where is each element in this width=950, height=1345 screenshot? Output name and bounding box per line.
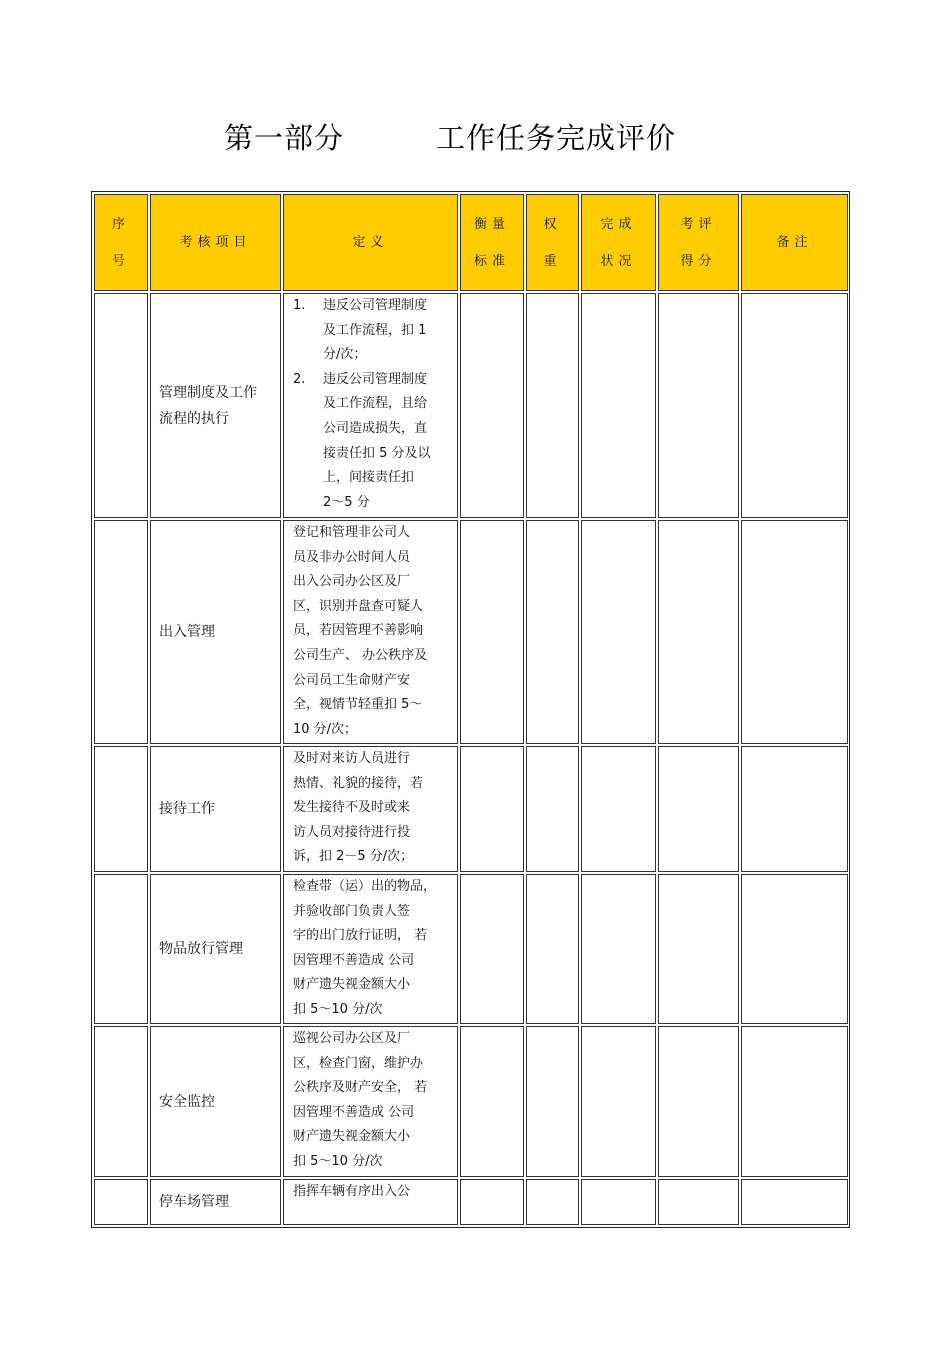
header-status bbox=[581, 194, 656, 291]
header-measure-line1: 衡量 bbox=[473, 216, 510, 232]
definition-line: 指挥车辆有序出入公 bbox=[293, 1184, 411, 1199]
row4-definition bbox=[283, 874, 458, 1024]
definition-line: 因管理不善造成 公司 bbox=[293, 952, 415, 968]
row5-definition bbox=[283, 1026, 458, 1177]
definition-line: 区，识别并盘查可疑人 bbox=[293, 598, 424, 614]
row1-seq bbox=[94, 293, 148, 518]
row1-item bbox=[150, 293, 281, 518]
definition-line: 财产遗失视金额大小 bbox=[293, 977, 411, 993]
definition-line: 及时对来访人员进行 bbox=[293, 751, 411, 766]
row6-seq bbox=[94, 1179, 148, 1225]
row3-score bbox=[658, 746, 739, 872]
header-status-line1: 完成 bbox=[600, 216, 637, 232]
row3-definition bbox=[283, 746, 458, 872]
row4-seq bbox=[94, 874, 148, 1024]
definition-line: 2～5 分 bbox=[323, 494, 370, 510]
row4-status bbox=[581, 874, 656, 1024]
title-name: 工作任务完成评价 bbox=[436, 121, 677, 155]
row5-score bbox=[658, 1026, 739, 1177]
title-part: 第一部分 bbox=[223, 121, 344, 155]
row3-seq bbox=[94, 746, 148, 872]
definition-list-item bbox=[293, 368, 448, 516]
row3-remark bbox=[741, 746, 848, 872]
row5-seq bbox=[94, 1026, 148, 1177]
page-title bbox=[0, 116, 900, 157]
row2-status bbox=[581, 520, 656, 744]
row1-weight bbox=[526, 293, 579, 518]
row1-status bbox=[581, 293, 656, 518]
row1-score bbox=[658, 293, 739, 518]
definition-line: 因管理不善造成 公司 bbox=[293, 1104, 415, 1120]
header-score bbox=[658, 194, 739, 291]
row2-remark bbox=[741, 520, 848, 744]
header-weight bbox=[526, 194, 579, 291]
definition-line: 全，视情节轻重扣 5～ bbox=[293, 697, 423, 713]
row6-definition bbox=[283, 1179, 458, 1225]
row3-weight bbox=[526, 746, 579, 872]
row5-item: 安全监控 bbox=[150, 1026, 281, 1177]
definition-line: 检查带（运）出的物品， bbox=[293, 879, 437, 894]
row5-remark bbox=[741, 1026, 848, 1177]
definition-line: 公司造成损失，直 bbox=[323, 420, 428, 436]
definition-line: 发生接待不及时或来 bbox=[293, 800, 411, 816]
definition-line: 诉，扣 2－5 分/次； bbox=[293, 849, 414, 865]
definition-line: 公秩序及财产安全， 若 bbox=[293, 1080, 428, 1096]
row2-score bbox=[658, 520, 739, 744]
definition-line: 员，若因管理不善影响 bbox=[293, 623, 424, 639]
row4-item: 物品放行管理 bbox=[150, 874, 281, 1024]
row4-weight bbox=[526, 874, 579, 1024]
header-seq-line1: 序 bbox=[111, 216, 130, 232]
list-number: 2. bbox=[293, 371, 306, 387]
list-number: 1. bbox=[293, 298, 306, 313]
header-measure bbox=[460, 194, 524, 291]
definition-line: 热情、礼貌的接待，若 bbox=[293, 775, 424, 791]
row6-measure bbox=[460, 1179, 524, 1225]
row6-status bbox=[581, 1179, 656, 1225]
definition-line: 员及非办公时间人员 bbox=[293, 549, 411, 565]
row4-score bbox=[658, 874, 739, 1024]
row2-measure bbox=[460, 520, 524, 744]
row1-measure bbox=[460, 293, 524, 518]
definition-line: 区，检查门窗，维护办 bbox=[293, 1055, 424, 1071]
definition-list-item bbox=[293, 294, 448, 368]
definition-line: 10 分/次； bbox=[293, 721, 358, 737]
row2-weight bbox=[526, 520, 579, 744]
row2-seq bbox=[94, 520, 148, 744]
row5-measure bbox=[460, 1026, 524, 1177]
definition-line: 字的出门放行证明， 若 bbox=[293, 928, 428, 944]
definition-line: 登记和管理非公司人 bbox=[293, 525, 411, 540]
definition-line: 访人员对接待进行投 bbox=[293, 824, 411, 840]
definition-line: 上，间接责任扣 bbox=[323, 470, 415, 486]
header-definition: 定义 bbox=[283, 194, 458, 291]
row1-item-line2: 流程的执行 bbox=[159, 410, 229, 427]
header-status-line2: 状况 bbox=[600, 253, 637, 269]
definition-line: 及工作流程，扣 1 bbox=[323, 322, 427, 338]
definition-line: 分/次； bbox=[323, 347, 367, 363]
header-item: 考核项目 bbox=[150, 194, 281, 291]
row5-weight bbox=[526, 1026, 579, 1177]
definition-line: 并验收部门负责人签 bbox=[293, 903, 411, 919]
header-seq bbox=[94, 194, 148, 291]
header-weight-line1: 权 bbox=[543, 216, 562, 232]
definition-line: 违反公司管理制度 bbox=[323, 298, 428, 313]
header-measure-line2: 标准 bbox=[473, 253, 510, 269]
row6-item: 停车场管理 bbox=[150, 1179, 281, 1225]
header-score-line1: 考评 bbox=[680, 216, 717, 232]
row4-measure bbox=[460, 874, 524, 1024]
header-weight-line2: 重 bbox=[543, 253, 562, 269]
definition-line: 公司员工生命财产安 bbox=[293, 672, 411, 688]
definition-line: 公司生产、 办公秩序及 bbox=[293, 647, 428, 663]
row2-item: 出入管理 bbox=[150, 520, 281, 744]
row6-remark bbox=[741, 1179, 848, 1225]
definition-line: 扣 5～10 分/次 bbox=[293, 1001, 383, 1017]
row3-status bbox=[581, 746, 656, 872]
row1-item-line1: 管理制度及工作 bbox=[159, 384, 257, 401]
row1-remark bbox=[741, 293, 848, 518]
row6-weight bbox=[526, 1179, 579, 1225]
definition-line: 扣 5～10 分/次 bbox=[293, 1153, 383, 1169]
definition-line: 接责任扣 5 分及以 bbox=[323, 445, 431, 461]
header-seq-line2: 号 bbox=[111, 253, 130, 269]
definition-line: 巡视公司办公区及厂 bbox=[293, 1031, 411, 1046]
header-score-line2: 得分 bbox=[680, 253, 717, 269]
definition-line: 违反公司管理制度 bbox=[323, 371, 428, 387]
definition-line: 出入公司办公区及厂 bbox=[293, 574, 411, 590]
row6-score bbox=[658, 1179, 739, 1225]
header-remark: 备注 bbox=[741, 194, 848, 291]
row1-definition bbox=[283, 293, 458, 518]
row3-measure bbox=[460, 746, 524, 872]
row3-item: 接待工作 bbox=[150, 746, 281, 872]
definition-line: 财产遗失视金额大小 bbox=[293, 1129, 411, 1145]
definition-line: 及工作流程，且给 bbox=[323, 396, 428, 412]
row4-remark bbox=[741, 874, 848, 1024]
row5-status bbox=[581, 1026, 656, 1177]
row2-definition bbox=[283, 520, 458, 744]
evaluation-table bbox=[91, 191, 850, 1228]
